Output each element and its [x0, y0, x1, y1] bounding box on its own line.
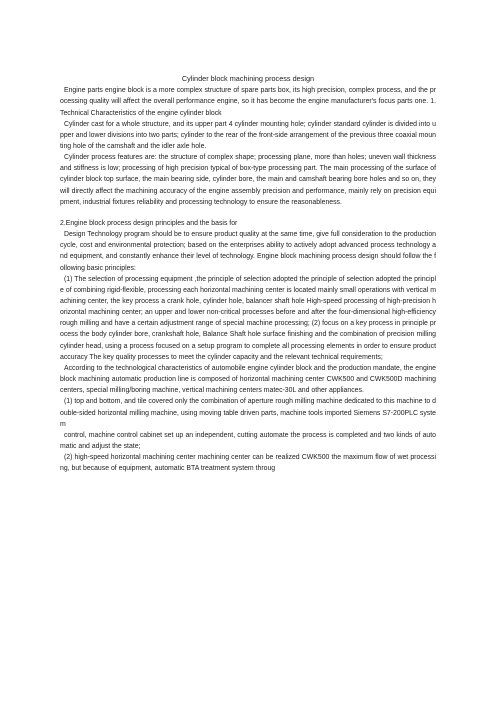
- document-title: Cylinder block machining process design: [181, 74, 315, 83]
- section-heading-2: 2.Engine block process design principles and the basis for: [60, 219, 238, 227]
- paragraph-equipment-selection: (1) The selection of processing equipment ,the principle of selection adopted the principle of selection adopted the principle of combining rigid-flexible, processing each horizontal machining center is located mainly small operations with vertical machining center, the key process a crank hole, cylinder hole, balancer shaft hole High-speed processing of high-precision horizontal machining center; an upper and lower non-critical processes before and after the four-dimensional high-efficiency rough milling and have a certain adjustment range of special machine processing; (2) focus on a key process in principle process the body cylinder bore, crankshaft hole, Balance Shaft hole surface finishing and the combination of precision milling cylinder head, using a process focused on a setup program to complete all processing elements in order to ensure product accuracy The key quality processes to meet the cylinder capacity and the relevant technical requirements;: [60, 275, 436, 361]
- paragraph-cylinder-structure: Cylinder cast for a whole structure, and its upper part 4 cylinder mounting hole; cylinder standard cylinder is divided into upper and lower divisions into two parts; cylinder to the rear of the front-side arrangement of the previous three coaxial mounting hole of the camshaft and the idler axle hole.: [60, 120, 436, 150]
- paragraph-process-features: Cylinder process features are: the structure of complex shape; processing plane, more than holes; uneven wall thickness and stiffness is low; processing of high precision typical of box-type processing part. The main processing of the surface of cylinder block top surface, the main bearing side, cylinder bore, the main and camshaft bearing bore holes and so on, they will directly affect the machining accuracy of the engine assembly precision and performance, mainly rely on precision equipment, industrial fixtures reliability and processing technology to ensure the reasonableness.: [60, 154, 436, 206]
- paragraph-production-line: According to the technological characteristics of automobile engine cylinder block and the production mandate, the engine block machining automatic production line is composed of horizontal machining center CWK500 and CWK500D machining centers, special milling/boring machine, vertical machining centers matec-30L and other appliances.: [60, 364, 436, 395]
- paragraph-milling-machine: (1) top and bottom, and tile covered only the combination of aperture rough milling machine dedicated to this machine to double-sided horizontal milling machine, using moving table driven parts, machine tools imported Siemens S7-200PLC system: [60, 398, 436, 428]
- paragraph-machine-control: control, machine control cabinet set up an independent, cutting automate the process is completed and two kinds of automatic and adjust the state;: [60, 431, 436, 451]
- paragraph-design-principles: Design Technology program should be to ensure product quality at the same time, give full consideration to the production cycle, cost and environmental protection; based on the enterprises ability to actively adopt advanced process technology and equipment, and constantly enhance their level of technology. Engine block machining process design should follow the following basic principles:: [60, 231, 436, 272]
- paragraph-machining-center: (2) high-speed horizontal machining center machining center can be realized CWK500 the maximum flow of wet processing, but because of equipment, automatic BTA treatment system throug: [60, 454, 436, 473]
- paragraph-intro: Engine parts engine block is a more complex structure of spare parts box, its high precision, complex process, and the processing quality will affect the overall performance engine, so it has become the engine manufacturer's focus parts one. 1.Technical Characteristics of the engine cylinder block: [60, 87, 436, 117]
